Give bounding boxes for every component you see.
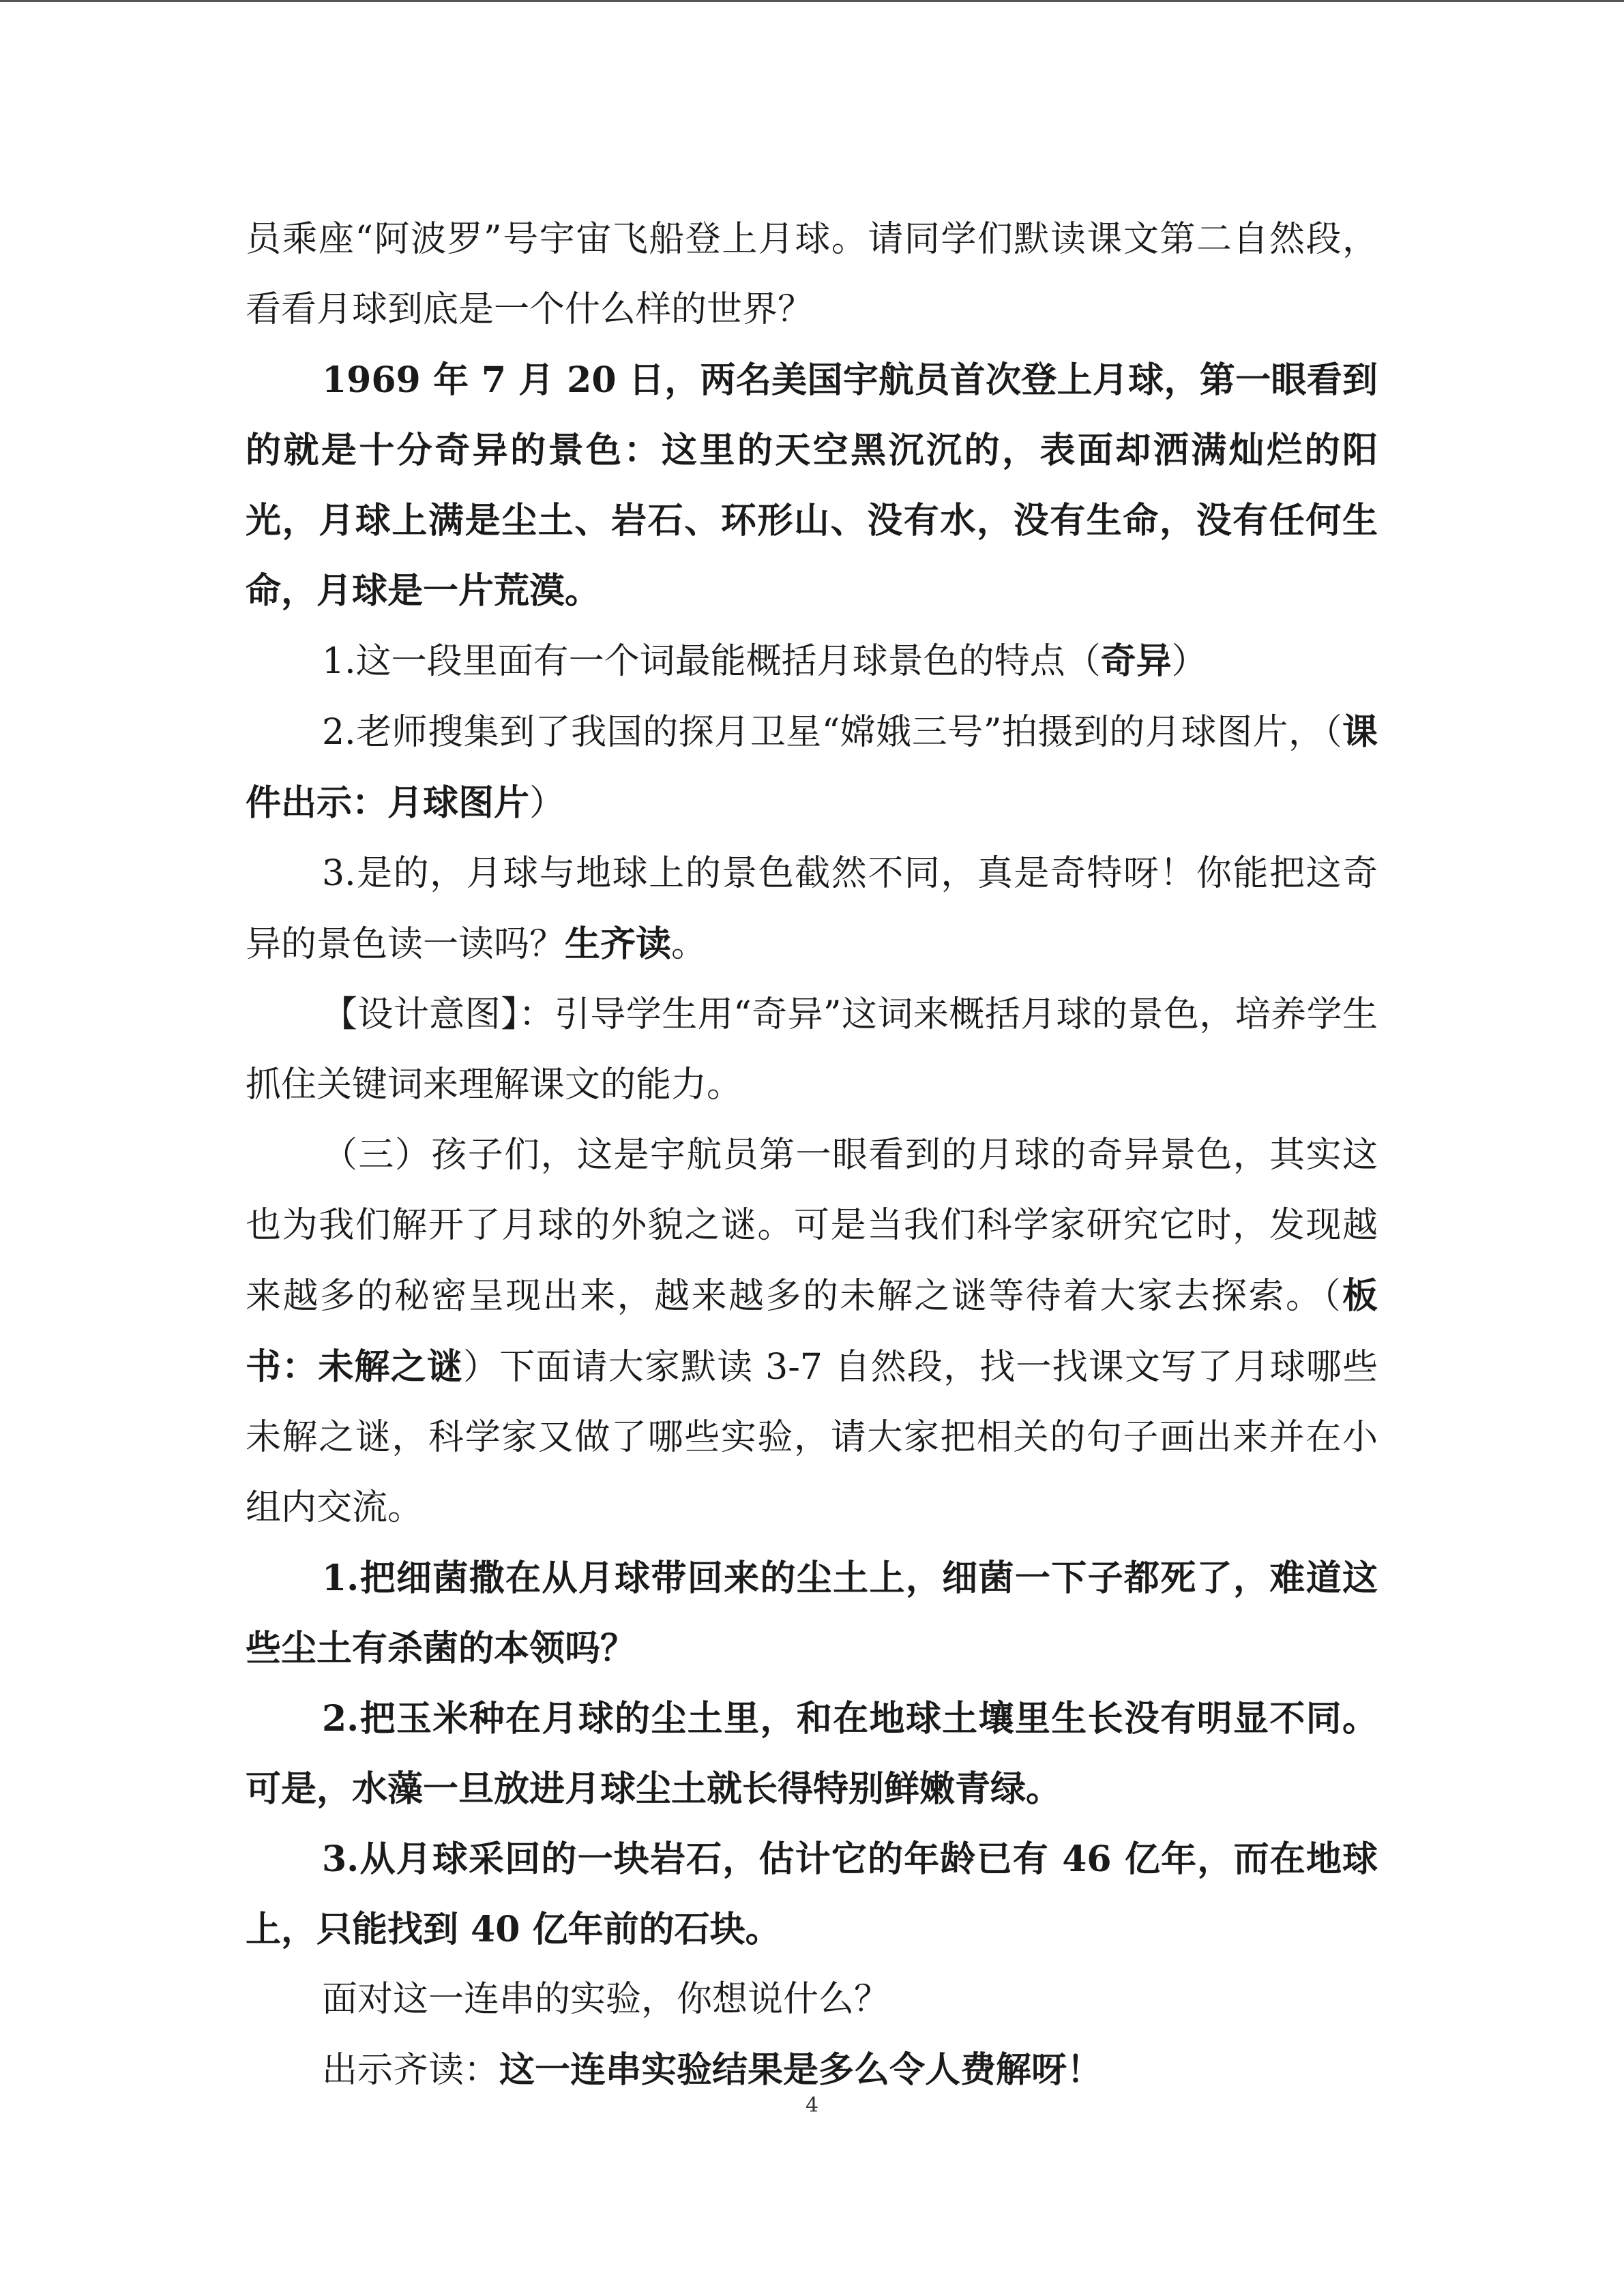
question-2-courseware-note: 课件出示：月球图片 <box>246 711 1378 824</box>
paragraph-experiment-1: 1.把细菌撒在从月球带回来的尘土上，细菌一下子都死了，难道这些尘土有杀菌的本领吗？ <box>246 1557 1378 1669</box>
paragraph-question-prompt: 面对这一连串的实验，你想说什么？ <box>322 1979 890 2020</box>
question-2-text: 2.老师搜集到了我国的探月卫星“嫦娥三号”拍摄到的月球图片，（ <box>322 712 1342 753</box>
section-three-continued: ）下面请大家默读 3-7 自然段，找一找课文写了月球哪些未解之谜，科学家又做了哪些实验，请大家把相关的句子画出来并在小组内交流。 <box>246 1347 1378 1528</box>
choral-reading-sentence: 这一连串实验结果是多么令人费解呀！ <box>499 2049 1103 2091</box>
question-1-text: 1.这一段里面有一个词最能概括月球景色的特点（ <box>322 641 1101 682</box>
paragraph-design-intent: 【设计意图】：引导学生用“奇异”这词来概括月球的景色，培养学生抓住关键词来理解课文的能力。 <box>246 994 1378 1105</box>
section-three-text: （三）孩子们，这是宇航员第一眼看到的月球的奇异景色，其实这也为我们解开了月球的外貌之谜。可是当我们科学家研究它时，发现越来越多的秘密呈现出来，越来越多的未解之谜等待着大家去探索。（ <box>246 1135 1378 1317</box>
paragraph-question-3 <box>246 839 1378 980</box>
page-top-border <box>0 0 1624 2</box>
paragraph-experiment-2: 2.把玉米种在月球的尘土里，和在地球土壤里生长没有明显不同。可是，水藻一旦放进月球尘土就长得特别鲜嫩青绿。 <box>246 1698 1378 1810</box>
paragraph-question-1 <box>246 626 1378 697</box>
question-2-close: ） <box>529 783 565 824</box>
question-1-answer: 奇异 <box>1100 640 1172 682</box>
choral-reading-label: 出示齐读： <box>322 2050 500 2091</box>
question-1-close: ） <box>1171 641 1207 682</box>
paragraph-section-three <box>246 1120 1378 1543</box>
paragraph-experiment-3: 3.从月球采回的一块岩石，估计它的年龄已有 46 亿年，而在地球上，只能找到 40 亿年前的石块。 <box>246 1838 1378 1950</box>
page-number: 4 <box>805 2093 819 2117</box>
question-3-text: 3.是的，月球与地球上的景色截然不同，真是奇特呀！你能把这奇异的景色读一读吗？ <box>246 853 1378 965</box>
paragraph-question-2 <box>246 697 1378 839</box>
paragraph-intro-continued: 员乘座“阿波罗”号宇宙飞船登上月球。请同学们默读课文第二自然段，看看月球到底是一个什么样的世界？ <box>246 219 1378 330</box>
paragraph-moon-landing-excerpt: 1969 年 7 月 20 日，两名美国宇航员首次登上月球，第一眼看到的就是十分奇异的景色：这里的天空黑沉沉的，表面却洒满灿烂的阳光，月球上满是尘土、岩石、环形山、没有水，没有生命，没有任何生命，月球是一片荒漠。 <box>246 359 1378 612</box>
document-body <box>246 205 1378 2106</box>
question-3-read-aloud: 生齐读 <box>565 923 672 965</box>
question-3-close: 。 <box>671 924 707 965</box>
section-three-board-note: 板书：未解之谜 <box>246 1275 1378 1388</box>
